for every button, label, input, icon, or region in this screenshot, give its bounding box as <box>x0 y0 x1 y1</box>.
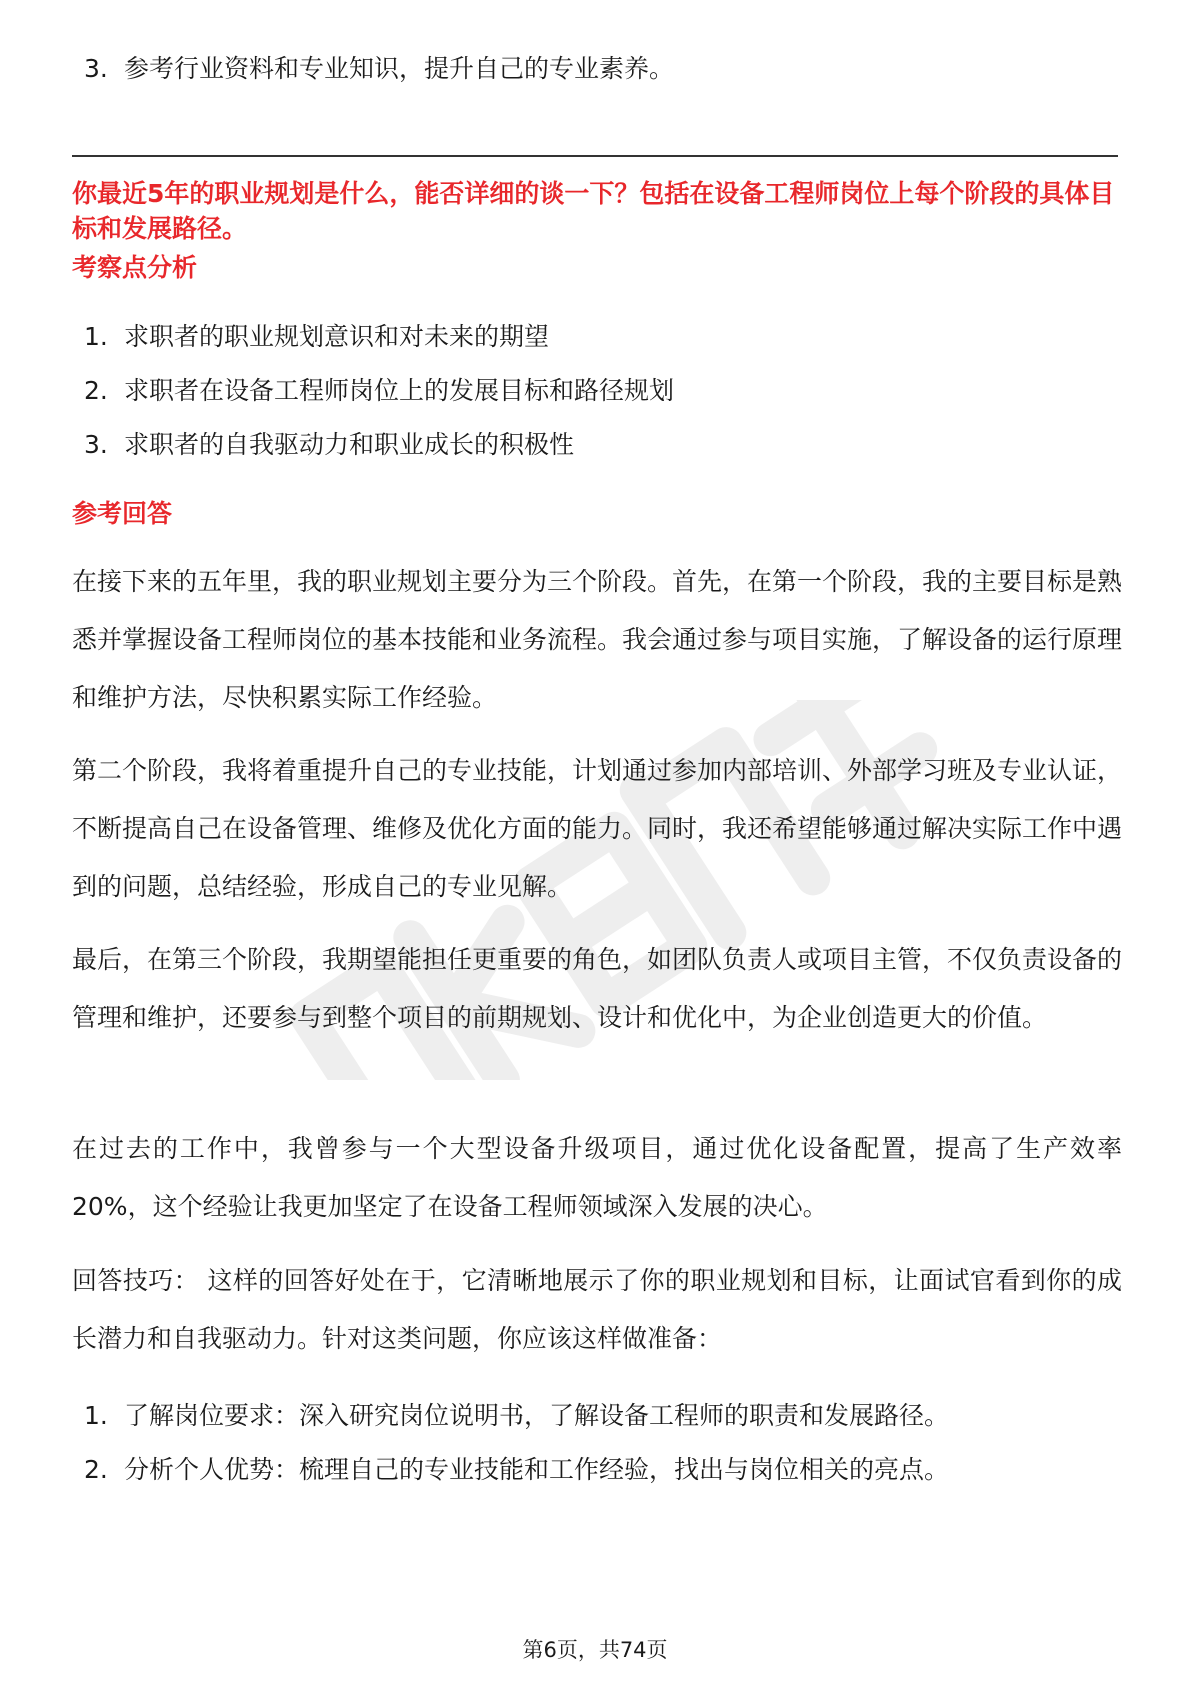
section-divider <box>72 155 1118 157</box>
list-item <box>84 320 549 354</box>
answer-tips-paragraph: 回答技巧： 这样的回答好处在于，它清晰地展示了你的职业规划和目标，让面试官看到你的成长潜力和自我驱动力。针对这类问题，你应该这样做准备： <box>72 1266 1122 1353</box>
list-item-text: 求职者在设备工程师岗位上的发展目标和路径规划 <box>124 376 675 405</box>
list-item <box>84 1453 949 1487</box>
list-item-number: 1. <box>84 1401 108 1430</box>
list-item <box>84 428 574 462</box>
list-item-number: 3. <box>84 430 108 459</box>
list-item-number: 2. <box>84 1455 108 1484</box>
list-item-text: 分析个人优势：梳理自己的专业技能和工作经验，找出与岗位相关的亮点。 <box>124 1455 950 1484</box>
list-item-text: 求职者的自我驱动力和职业成长的积极性 <box>124 430 575 459</box>
list-item <box>84 1399 949 1433</box>
list-item-number: 2. <box>84 376 108 405</box>
answer-title: 参考回答 <box>72 499 173 528</box>
list-item-text: 求职者的职业规划意识和对未来的期望 <box>124 322 550 351</box>
list-item-number: 1. <box>84 322 108 351</box>
analysis-title: 考察点分析 <box>72 253 198 282</box>
page-number-footer: 第6页，共74页 <box>522 1638 668 1662</box>
answer-paragraph: 在过去的工作中，我曾参与一个大型设备升级项目，通过优化设备配置，提高了生产效率20%，这个经验让我更加坚定了在设备工程师领域深入发展的决心。 <box>72 1134 1122 1221</box>
list-item <box>84 52 674 86</box>
answer-paragraph: 第二个阶段，我将着重提升自己的专业技能，计划通过参加内部培训、外部学习班及专业认证，不断提高自己在设备管理、维修及优化方面的能力。同时，我还希望能够通过解决实际工作中遇到的问题，总结经验，形成自己的专业见解。 <box>72 756 1123 901</box>
list-item <box>84 374 674 408</box>
answer-paragraph: 在接下来的五年里，我的职业规划主要分为三个阶段。首先，在第一个阶段，我的主要目标是熟悉并掌握设备工程师岗位的基本技能和业务流程。我会通过参与项目实施，了解设备的运行原理和维护方法，尽快积累实际工作经验。 <box>72 567 1123 712</box>
list-item-text: 参考行业资料和专业知识，提升自己的专业素养。 <box>124 54 675 83</box>
answer-paragraph: 最后，在第三个阶段，我期望能担任更重要的角色，如团队负责人或项目主管，不仅负责设备的管理和维护，还要参与到整个项目的前期规划、设计和优化中，为企业创造更大的价值。 <box>72 945 1123 1032</box>
list-item-text: 了解岗位要求：深入研究岗位说明书，了解设备工程师的职责和发展路径。 <box>124 1401 950 1430</box>
question-heading: 你最近5年的职业规划是什么，能否详细的谈一下？包括在设备工程师岗位上每个阶段的具体目标和发展路径。 <box>72 179 1115 243</box>
list-item-number: 3. <box>84 54 108 83</box>
